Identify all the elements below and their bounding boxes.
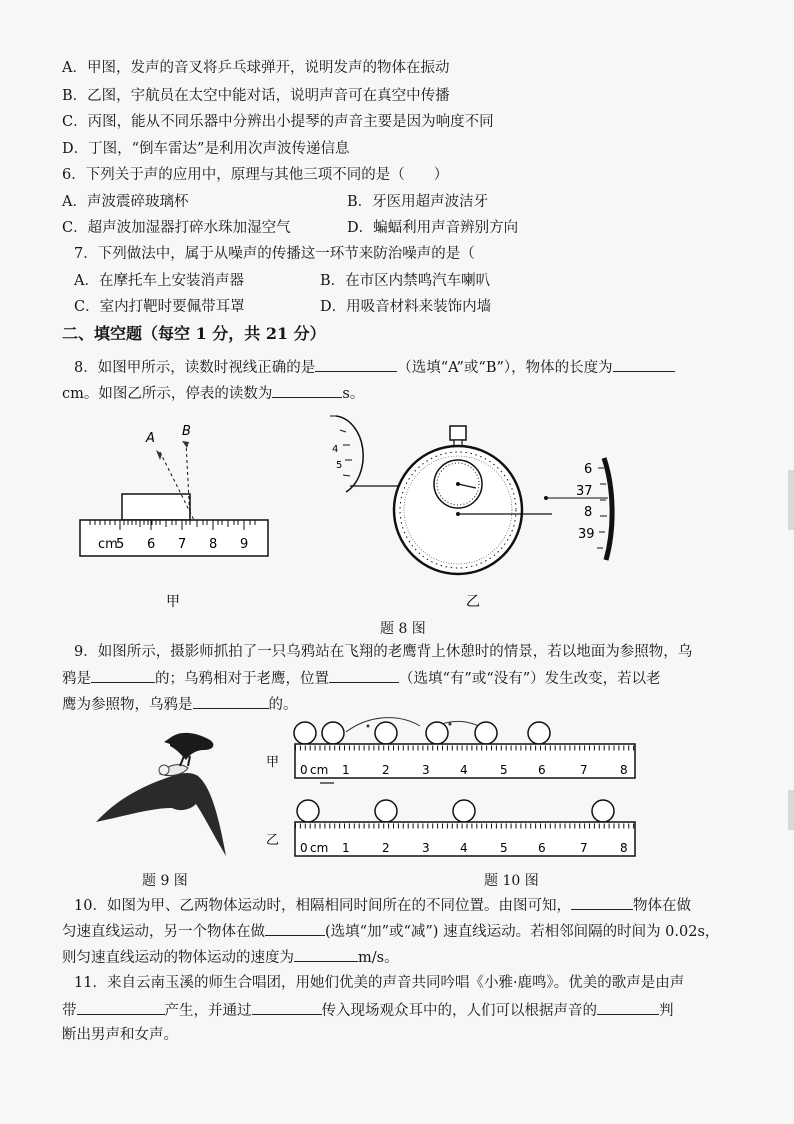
fig10-ruler-tick-label: 5: [500, 763, 508, 777]
fig8-big-scale-arc: [604, 458, 612, 560]
fig8-eye-label-b: B: [182, 424, 191, 439]
fig10-ruler-tick-label: 2: [382, 763, 390, 777]
q10-text: 10．如图为甲、乙两物体运动时，相隔相同时间所在的不同位置。由图可知，: [74, 898, 571, 914]
q9-blank-3[interactable]: [193, 693, 269, 709]
fig10-jia-ball: [375, 722, 397, 744]
fig10-yi-ball: [297, 800, 319, 822]
q11-line-1: 11．来自云南玉溪的师生合唱团，用她们优美的声音共同吟唱《小雅·鹿鸣》。优美的歌声是由声: [74, 975, 685, 991]
q10-text: 则匀速直线运动的物体运动的速度为: [62, 950, 294, 966]
fig10-ruler-tick-label: 7: [580, 763, 588, 777]
fig8-ruler-diagram: [80, 424, 268, 610]
q11-line-3: 断出男声和女声。: [62, 1027, 178, 1043]
fig10-label-jia: 甲: [266, 755, 280, 770]
q11-blank-1[interactable]: [77, 999, 165, 1015]
fig8-caption: 题 8 图: [380, 621, 426, 637]
fig10-yi-ball: [592, 800, 614, 822]
q11-line-2: [62, 999, 674, 1021]
fig10-jia-ball: [528, 722, 550, 744]
q11-text: 判: [659, 1003, 674, 1019]
q9-text: 的；乌鸦相对于老鹰，位置: [155, 671, 329, 687]
q8-blank-3[interactable]: [272, 382, 342, 398]
q8-text: 8．如图甲所示，读数时视线正确的是: [74, 360, 316, 376]
fig8-label-jia: 甲: [166, 594, 180, 610]
q9-blank-2[interactable]: [329, 667, 399, 683]
q10-text: m/s。: [358, 950, 399, 966]
section-heading: 二、填空题（每空 1 分，共 21 分）: [62, 324, 326, 343]
fig10-ruler-tick-label: 4: [460, 841, 468, 855]
fig10-ruler-tick-label: 7: [580, 841, 588, 855]
fig10-jia-diagram: [266, 718, 635, 783]
eagle-icon: [96, 773, 226, 856]
q9-line-3: [62, 693, 298, 715]
q8-blank-1[interactable]: [315, 356, 397, 372]
q10-blank-3[interactable]: [294, 946, 358, 962]
q5-option-b: B．乙图，宇航员在太空中能对话，说明声音可在真空中传播: [62, 88, 450, 104]
q10-line-3: [62, 946, 399, 968]
fig8-ruler-unit: cm: [98, 537, 118, 552]
fig10-jia-ball: [426, 722, 448, 744]
q7-option-a: A．在摩托车上安装消声器: [74, 273, 244, 289]
crow-icon: [170, 733, 213, 760]
q8-line-2: [62, 382, 364, 404]
q9-text: （选填“有”或“没有”）发生改变，若以老: [399, 671, 661, 687]
q11-blank-3[interactable]: [597, 999, 659, 1015]
fig10-ruler-tick-label: 0: [300, 763, 308, 777]
fig10-yi-diagram: [266, 800, 635, 856]
fig10-ruler-unit: cm: [310, 763, 329, 777]
fig10-ruler-tick-label: 2: [382, 841, 390, 855]
fig10-ruler-tick-label: 1: [342, 841, 350, 855]
q7-option-c: C．室内打靶时要佩带耳罩: [74, 299, 245, 315]
q10-text: (选填“加”或“减”) 速直线运动。若相邻间隔的时间为 0.02s，: [325, 924, 720, 940]
q9-text: 鹰为参照物，乌鸦是: [62, 697, 193, 713]
q10-line-2: [62, 920, 719, 942]
fig8-stopwatch-diagram: [330, 416, 612, 610]
fig10-ruler-tick-label: 4: [460, 763, 468, 777]
fig10-ruler-tick-label: 5: [500, 841, 508, 855]
fig8-ruler-tick-label: 5: [116, 537, 125, 552]
q9-line-1: 9．如图所示，摄影师抓拍了一只乌鸦站在飞翔的老鹰背上休憩时的情景，若以地面为参照物，乌: [74, 644, 693, 660]
q9-line-2: [62, 667, 661, 689]
fig10-ruler-unit: cm: [310, 841, 329, 855]
fig10-jia-ball: [475, 722, 497, 744]
q8-text: （选填“A”或“B”），物体的长度为: [397, 360, 613, 376]
q10-line-1: [74, 894, 691, 916]
q5-option-c: C．丙图，能从不同乐器中分辨出小提琴的声音主要是因为响度不同: [62, 114, 494, 130]
fig10-ruler-tick-label: 8: [620, 763, 628, 777]
figure-9-10: [0, 716, 794, 866]
q11-blank-2[interactable]: [252, 999, 322, 1015]
fig10-ruler-tick-label: 3: [422, 763, 430, 777]
q9-text: 鸦是: [62, 671, 91, 687]
stopwatch-crown-icon: [450, 426, 466, 440]
fig8-big-scale-label: 37: [576, 484, 593, 499]
q7-option-d: D．用吸音材料来装饰内墙: [320, 299, 492, 315]
fig9-caption: 题 9 图: [142, 873, 188, 889]
fig8-ruler-tick-label: 6: [147, 537, 156, 552]
fig8-small-scale-arc: [336, 416, 363, 492]
eye-icon: [182, 441, 189, 448]
q5-option-d: D．丁图，“倒车雷达”是利用次声波传递信息: [62, 141, 350, 157]
q8-text: cm。如图乙所示，停表的读数为: [62, 386, 273, 402]
fig9-eagle-crow-photo: [96, 733, 226, 856]
fig10-yi-ball: [453, 800, 475, 822]
q6-option-b: B．牙医用超声波洁牙: [347, 194, 489, 210]
eye-icon: [156, 450, 162, 460]
fig10-label-yi: 乙: [266, 833, 280, 848]
q5-option-a: A．甲图，发声的音叉将乒乓球弹开，说明发声的物体在振动: [62, 60, 450, 76]
q6-stem: 6．下列关于声的应用中，原理与其他三项不同的是（ ）: [62, 167, 449, 183]
fig8-ruler-tick-label: 9: [240, 537, 249, 552]
q8-line-1: [74, 356, 675, 378]
fig10-jia-ball: [294, 722, 316, 744]
fig10-jia-ball: [322, 722, 344, 744]
q10-text: 匀速直线运动，另一个物体在做: [62, 924, 265, 940]
q9-blank-1[interactable]: [91, 667, 155, 683]
q11-text: 带: [62, 1003, 77, 1019]
q6-option-c: C．超声波加湿器打碎水珠加湿空气: [62, 220, 291, 236]
fig8-eye-label-a: A: [146, 431, 155, 446]
q8-blank-2[interactable]: [613, 356, 675, 372]
figure-8: [0, 410, 794, 640]
fig10-ruler-tick-label: 6: [538, 763, 546, 777]
fig10-caption: 题 10 图: [484, 873, 539, 889]
fig8-block: [122, 494, 190, 520]
q8-text: s。: [342, 386, 365, 402]
fig8-big-scale-label: 39: [578, 527, 595, 542]
fig10-yi-ball: [375, 800, 397, 822]
q7-option-b: B．在市区内禁鸣汽车喇叭: [320, 273, 491, 289]
fig8-ruler-tick-label: 8: [209, 537, 218, 552]
q11-text: 传入现场观众耳中的，人们可以根据声音的: [321, 1003, 597, 1019]
fig8-label-yi: 乙: [466, 594, 480, 610]
fig8-small-scale-label: 5: [336, 460, 343, 471]
fig10-ruler-tick-label: 3: [422, 841, 430, 855]
q6-option-a: A．声波震碎玻璃杯: [62, 194, 189, 210]
q10-blank-2[interactable]: [265, 920, 325, 936]
q11-text: 产生，并通过: [164, 1003, 252, 1019]
q10-text: 物体在做: [632, 898, 691, 914]
q6-option-d: D．蝙蝠利用声音辨别方向: [347, 220, 519, 236]
fig10-ruler-tick-label: 6: [538, 841, 546, 855]
fig10-ruler-tick-label: 8: [620, 841, 628, 855]
fig8-big-scale-label: 6: [584, 462, 593, 477]
fig10-ruler-tick-label: 1: [342, 763, 350, 777]
fig8-ruler-tick-label: 7: [178, 537, 187, 552]
q9-text: 的。: [268, 697, 298, 713]
q7-stem: 7．下列做法中，属于从噪声的传播这一环节来防治噪声的是（: [74, 246, 475, 262]
fig8-big-scale-label: 8: [584, 505, 593, 520]
q10-blank-1[interactable]: [571, 894, 633, 910]
fig8-small-scale-label: 4: [332, 444, 339, 455]
fig10-ruler-tick-label: 0: [300, 841, 308, 855]
